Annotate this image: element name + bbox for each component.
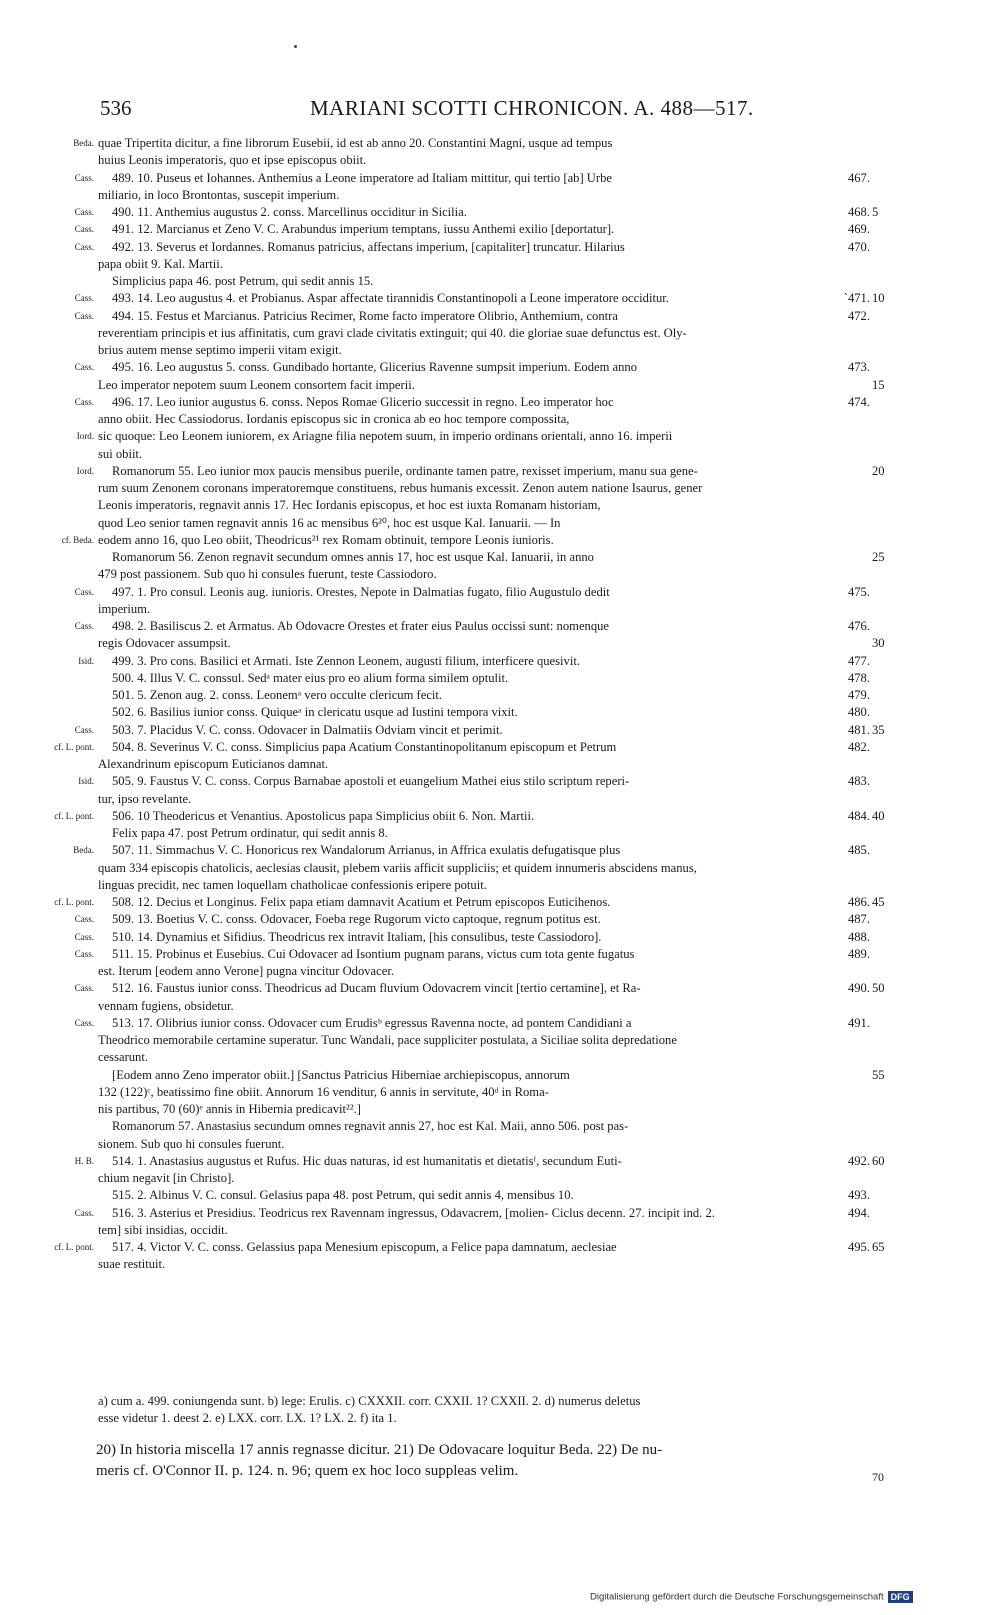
source-siglum: Cass. (74, 914, 94, 925)
text-line (0, 1084, 1000, 1101)
line-text: quam 334 episcopis chatolicis, aeclesias clausit, plebem variis afficit suppliciis; et quidem innumeris abscidens manus, (98, 860, 697, 875)
source-siglum: Cass. (74, 983, 94, 994)
line-text: Leonis imperatoris, regnavit annis 17. Hec Iordanis episcopus, et hoc est iuxta Romanam historiam, (98, 498, 601, 513)
line-number: 40 (872, 808, 885, 823)
text-line (0, 411, 1000, 428)
text-line (0, 187, 1000, 204)
line-text: sic quoque: Leo Leonem iuniorem, ex Ariagne filia nepotem suum, in imperio ordinans orientali, anno 16. imperii (98, 429, 673, 444)
text-line (0, 342, 1000, 359)
line-text: brius autem mense septimo imperii vitam exigit. (98, 343, 342, 357)
source-siglum: cf. Beda. (61, 534, 94, 545)
year-marker: 486. (847, 895, 870, 909)
year-marker: 472. (847, 308, 870, 323)
source-siglum: Cass. (74, 621, 94, 631)
text-line (0, 825, 1000, 842)
text-line (0, 911, 1000, 928)
year-marker: 473. (847, 360, 870, 375)
text-line (0, 584, 1000, 601)
line-text: 512. 16. Faustus iunior conss. Theodricus ad Ducam fluvium Odovacrem vincit [tertio certamine], et Ra- (112, 981, 641, 996)
line-number: 55 (872, 1067, 885, 1082)
text-line (0, 998, 1000, 1015)
source-siglum: Iord. (76, 465, 94, 476)
line-number: 35 (872, 722, 885, 737)
line-text: 498. 2. Basiliscus 2. et Armatus. Ab Odovacre Orestes et frater eius Paulus occissi sunt: nomenque (112, 619, 610, 633)
page-header (0, 96, 1000, 126)
year-marker: 476. (847, 619, 870, 633)
line-number: 50 (872, 981, 885, 996)
footnotes (0, 1440, 1000, 1482)
line-text: 505. 9. Faustus V. C. conss. Corpus Barnabae apostoli et euangelium Mathei eius stilo scriptum reperi- (112, 774, 630, 789)
line-text: 502. 6. Basilius iunior conss. Quiqueᵃ in clericatu usque ad Iustini tempora vixit. (112, 705, 518, 720)
source-siglum: Cass. (74, 241, 94, 252)
year-marker: 493. (847, 1188, 870, 1203)
year-marker: 480. (847, 705, 870, 720)
source-siglum: Cass. (74, 1207, 94, 1218)
apparatus-text: a) cum a. 499. coniungenda sunt. b) lege: Erulis. c) CXXXII. corr. CXXII. 1? CXXII. 2. d) numerus deletus (98, 1394, 641, 1408)
source-siglum: Cass. (74, 396, 94, 407)
line-text: 504. 8. Severinus V. C. conss. Simplicius papa Acatium Constantinopolitanum episcopum et Petrum (112, 739, 617, 754)
text-line (0, 135, 1000, 152)
year-marker: 484. (847, 808, 870, 823)
apparatus-line (0, 1393, 1000, 1410)
text-line (0, 152, 1000, 169)
credit-text: Digitalisierung gefördert durch die Deutsche Forschungsgemeinschaft (590, 1591, 884, 1603)
text-line (0, 670, 1000, 687)
line-text: tem] sibi insidias, occidit. (98, 1222, 228, 1237)
source-siglum: Cass. (74, 207, 94, 217)
text-line (0, 722, 1000, 739)
year-marker: 469. (847, 222, 870, 237)
text-line (0, 929, 1000, 946)
text-line (0, 256, 1000, 273)
line-text: 479 post passionem. Sub quo hi consules fuerunt, teste Cassiodoro. (98, 567, 437, 582)
year-marker: 475. (847, 584, 870, 599)
text-line (0, 377, 1000, 394)
text-line (0, 325, 1000, 342)
line-text: 499. 3. Pro cons. Basilici et Armati. Iste Zennon Leonem, augusti filium, interficere quesivit. (112, 653, 580, 668)
line-number: 45 (872, 895, 885, 909)
year-marker: 482. (847, 739, 870, 754)
text-line (0, 463, 1000, 480)
digitization-credit (590, 1591, 994, 1605)
page-number: 536 (100, 96, 132, 120)
text-line (0, 687, 1000, 704)
year-marker: 468. (847, 205, 870, 219)
year-marker: 470. (847, 239, 870, 254)
line-number: 15 (872, 377, 885, 392)
line-text: 506. 10 Theodericus et Venantius. Apostolicus papa Simplicius obiit 6. Non. Martii. (112, 808, 535, 823)
line-text: suae restituit. (98, 1257, 166, 1272)
text-line (0, 394, 1000, 411)
line-text: reverentiam principis et ius affinitatis, cum gravi clade civitatis extinguit; qui 40. die gloriae suae defunctus est. Oly- (98, 325, 687, 340)
apparatus-criticus (0, 1393, 1000, 1428)
source-siglum: Beda. (73, 845, 94, 856)
year-marker: 488. (847, 929, 870, 944)
text-line (0, 515, 1000, 532)
line-text: Alexandrinum episcopum Euticianos damnat. (98, 757, 329, 771)
text-line (0, 221, 1000, 238)
text-line (0, 860, 1000, 877)
text-line (0, 446, 1000, 463)
line-text: 513. 17. Olibrius iunior conss. Odovacer cum Erudisᵇ egressus Ravenna nocte, ad pontem Candidiani a (112, 1015, 632, 1030)
line-text: 495. 16. Leo augustus 5. conss. Gundibado hortante, Glicerius Ravenne sumpsit imperium. Eodem anno (112, 360, 638, 375)
text-line (0, 359, 1000, 376)
dfg-logo: DFG (888, 1591, 913, 1603)
line-text: 494. 15. Festus et Marcianus. Patricius Recimer, Rome facto imperatore Olibrio, Anthemium, contra (112, 308, 618, 323)
text-line (0, 704, 1000, 721)
line-text: 489. 10. Puseus et Iohannes. Anthemius a Leone imperatore ad Italiam mittitur, qui tertio [ab] Urbe (112, 170, 612, 185)
line-text: Romanorum 55. Leo iunior mox paucis mensibus puerile, ordinante tamen patre, rexisset imperium, manu sua gene- (112, 463, 698, 478)
year-marker: 489. (847, 946, 870, 961)
line-text: Theodrico memorabile certamine superatur. Tunc Wandali, pace suppliciter postulata, a Siciliae solita depredatione (98, 1033, 677, 1047)
text-line (0, 946, 1000, 963)
text-line (0, 1118, 1000, 1135)
text-line (0, 1222, 1000, 1239)
line-text: miliario, in loco Brontontas, suscepit imperium. (98, 187, 340, 202)
footnote-text: 20) In historia miscella 17 annis regnasse dicitur. 21) De Odovacare loquitur Beda. 22) De nu- (96, 1442, 663, 1458)
line-text: quae Tripertita dicitur, a fine librorum Eusebii, id est ab anno 20. Constantini Magni, usque ad tempus (98, 136, 613, 150)
text-line (0, 239, 1000, 256)
line-text: tur, ipso revelante. (98, 791, 192, 806)
source-siglum: cf. L. pont. (54, 1242, 94, 1252)
source-siglum: Cass. (74, 293, 94, 304)
line-number: 20 (872, 463, 885, 478)
line-text: 517. 4. Victor V. C. conss. Gelassius papa Menesium episcopum, a Felice papa damnatum, aeclesiae (112, 1240, 617, 1254)
line-text: 509. 13. Boetius V. C. conss. Odovacer, Foeba rege Rugorum victo captoque, regnum potitus est. (112, 912, 601, 927)
source-siglum: cf. L. pont. (54, 810, 94, 821)
text-line (0, 1032, 1000, 1049)
scan-mark (294, 45, 297, 48)
apparatus-line (0, 1410, 1000, 1427)
text-line (0, 1205, 1000, 1222)
text-line (0, 963, 1000, 980)
year-marker: 495. (847, 1240, 870, 1254)
line-text: 132 (122)ᶜ, beatissimo fine obiit. Annorum 16 venditur, 6 annis in servitute, 40ᵈ in Roma- (98, 1084, 549, 1099)
source-siglum: H. B. (74, 1155, 94, 1166)
year-marker: 483. (847, 774, 870, 789)
line-text: 514. 1. Anastasius augustus et Rufus. Hic duas naturas, id est humanitatis et dietatisᶠ, secundum Euti- (112, 1153, 622, 1168)
line-text: imperium. (98, 601, 151, 616)
source-siglum: Cass. (74, 310, 94, 321)
line-text: papa obiit 9. Kal. Martii. (98, 256, 223, 271)
source-siglum: Beda. (73, 138, 94, 148)
line-number: 60 (872, 1153, 885, 1168)
year-marker: 481. (847, 722, 870, 737)
line-text: cessarunt. (98, 1050, 149, 1065)
text-line (0, 653, 1000, 670)
text-line (0, 618, 1000, 635)
line-text: linguas precidit, nec tamen loquellam chatholicae confessionis eripere potuit. (98, 877, 487, 892)
text-line (0, 1170, 1000, 1187)
text-line (0, 808, 1000, 825)
line-text: 501. 5. Zenon aug. 2. conss. Leonemᵃ vero occulte clericum fecit. (112, 688, 443, 702)
line-text: anno obiit. Hec Cassiodorus. Iordanis episcopus sic in cronica ab eo hoc tempore compossita, (98, 412, 570, 426)
year-marker: `471. (843, 291, 870, 306)
year-marker: 491. (847, 1015, 870, 1030)
source-siglum: Isid. (78, 655, 94, 666)
source-siglum: Cass. (74, 224, 94, 235)
line-number: 25 (872, 550, 885, 564)
line-text: sui obiit. (98, 446, 143, 461)
text-line (0, 842, 1000, 859)
year-marker: 487. (847, 912, 870, 927)
text-line (0, 1049, 1000, 1066)
line-text: 492. 13. Severus et Iordannes. Romanus patricius, affectans imperium, [capitaliter] truncatur. Hilarius (112, 239, 625, 254)
line-text: 503. 7. Placidus V. C. conss. Odovacer in Dalmatiis Odviam vincit et perimit. (112, 722, 503, 737)
line-text: sionem. Sub quo hi consules fuerunt. (98, 1136, 285, 1151)
line-text: 493. 14. Leo augustus 4. et Probianus. Aspar affectate tirannidis Constantinopoli a Leone imperatore occiditur. (112, 291, 669, 306)
source-siglum: Cass. (74, 931, 94, 942)
text-line (0, 1015, 1000, 1032)
line-text: Felix papa 47. post Petrum ordinatur, qui sedit annis 8. (112, 826, 388, 840)
line-text: 510. 14. Dynamius et Sifidius. Theodricus rex intravit Italiam, [his consulibus, teste Cassiodoro]. (112, 929, 602, 944)
line-text: 500. 4. Illus V. C. conssul. Sedᵃ mater eius pro eo alium forma similem optulit. (112, 670, 509, 685)
text-line (0, 1187, 1000, 1204)
year-marker: 467. (847, 170, 870, 185)
text-line (0, 549, 1000, 566)
text-line (0, 739, 1000, 756)
line-text: regis Odovacer assumpsit. (98, 636, 231, 651)
line-number: 30 (872, 636, 885, 651)
text-line (0, 791, 1000, 808)
source-siglum: Cass. (74, 172, 94, 183)
apparatus-text: esse videtur 1. deest 2. e) LXX. corr. LX. 1? LX. 2. f) ita 1. (98, 1411, 397, 1426)
text-line (0, 1136, 1000, 1153)
line-number: 65 (872, 1240, 885, 1254)
text-line (0, 204, 1000, 221)
year-marker: 494. (847, 1205, 870, 1220)
line-text: Simplicius papa 46. post Petrum, qui sedit annis 15. (112, 274, 374, 288)
text-line (0, 566, 1000, 583)
line-text: quod Leo senior tamen regnavit annis 16 ac mensibus 6²⁰, hoc est usque Kal. Ianuarii. — In (98, 515, 561, 530)
text-line (0, 480, 1000, 497)
year-marker: 479. (847, 688, 870, 702)
line-text: huius Leonis imperatoris, quo et ipse episcopus obiit. (98, 153, 367, 168)
line-text: 511. 15. Probinus et Eusebius. Cui Odovacer ad Isontium pugnam parans, victus cum tota gente fugatus (112, 946, 635, 961)
source-siglum: Cass. (74, 586, 94, 597)
footnote-line (0, 1461, 1000, 1482)
line-text: vennam fugiens, obsidetur. (98, 998, 234, 1013)
source-siglum: Cass. (74, 948, 94, 959)
line-text: Leo imperator nepotem suum Leonem consortem facit imperii. (98, 377, 415, 392)
text-line (0, 877, 1000, 894)
source-siglum: Isid. (78, 776, 94, 787)
line-number: 5 (872, 205, 879, 219)
line-text: est. Iterum [eodem anno Verone] pugna vincitur Odovacer. (98, 964, 394, 978)
text-line (0, 601, 1000, 618)
year-marker: 477. (847, 653, 870, 668)
text-line (0, 290, 1000, 307)
year-marker: 490. (847, 981, 870, 996)
text-line (0, 1239, 1000, 1256)
text-line (0, 1256, 1000, 1273)
text-line (0, 170, 1000, 187)
line-text: 507. 11. Simmachus V. C. Honoricus rex Wandalorum Arrianus, in Affrica exulatis defugatisque plus (112, 843, 621, 858)
line-text: 508. 12. Decius et Longinus. Felix papa etiam damnavit Acatium et Petrum episcopos Euticihenos. (112, 895, 611, 909)
line-text: eodem anno 16, quo Leo obiit, Theodricus²¹ rex Romam obtinuit, tempore Leonis iunioris. (98, 532, 554, 547)
line-text: 490. 11. Anthemius augustus 2. conss. Marcellinus occiditur in Sicilia. (112, 205, 467, 219)
line-text: 496. 17. Leo iunior augustus 6. conss. Nepos Romae Glicerio successit in regno. Leo imperator hoc (112, 394, 614, 409)
footnote-line (0, 1440, 1000, 1461)
text-line (0, 497, 1000, 514)
year-marker: 492. (847, 1153, 870, 1168)
year-marker: 485. (847, 843, 870, 858)
line-number: 70 (872, 1470, 884, 1484)
source-siglum: Cass. (74, 724, 94, 735)
line-text: [Eodem anno Zeno imperator obiit.] [Sanctus Patricius Hiberniae archiepiscopus, annorum (112, 1067, 570, 1082)
source-siglum: Cass. (74, 362, 94, 373)
text-line (0, 1101, 1000, 1118)
footnote-text: meris cf. O'Connor II. p. 124. n. 96; quem ex hoc loco suppleas velim. (96, 1463, 519, 1479)
year-marker: 474. (847, 394, 870, 409)
text-line (0, 428, 1000, 445)
line-text: chium negavit [in Christo]. (98, 1171, 235, 1185)
text-line (0, 1153, 1000, 1170)
source-siglum: Cass. (74, 1017, 94, 1028)
line-text: rum suum Zenonem coronans imperatoremque constituens, rebus humanis excessit. Zenon autem natione Isaurus, gener (98, 481, 703, 495)
line-text: 497. 1. Pro consul. Leonis aug. iunioris. Orestes, Nepote in Dalmatias fugato, filio Augustulo dedit (112, 584, 610, 599)
line-text: Romanorum 57. Anastasius secundum omnes regnavit annis 27, hoc est Kal. Maii, anno 506. post pas- (112, 1119, 629, 1134)
text-line (0, 894, 1000, 911)
line-text: 515. 2. Albinus V. C. consul. Gelasius papa 48. post Petrum, qui sedit annis 4, mensibus 10. (112, 1188, 574, 1203)
text-line (0, 273, 1000, 290)
text-line (0, 1067, 1000, 1084)
line-text: 491. 12. Marcianus et Zeno V. C. Arabundus imperium temptans, iussu Anthemi exilio [deportatur]. (112, 222, 615, 237)
source-siglum: cf. L. pont. (54, 741, 94, 752)
text-line (0, 773, 1000, 790)
line-text: 516. 3. Asterius et Presidius. Teodricus rex Ravennam ingressus, Odavacrem, [molien- Ciclus decenn. 27. incipit ind. 2. (112, 1205, 715, 1220)
line-text: nis partibus, 70 (60)ᵉ annis in Hibernia predicavit²².] (98, 1102, 361, 1116)
text-line (0, 532, 1000, 549)
line-number: 10 (872, 291, 885, 306)
text-line (0, 308, 1000, 325)
text-line (0, 756, 1000, 773)
text-line (0, 980, 1000, 997)
year-marker: 478. (847, 670, 870, 685)
text-line (0, 635, 1000, 652)
chronicle-text (0, 135, 1000, 1274)
page-title: MARIANI SCOTTI CHRONICON. A. 488—517. (310, 96, 754, 120)
source-siglum: cf. L. pont. (54, 897, 94, 907)
line-text: Romanorum 56. Zenon regnavit secundum omnes annis 17, hoc est usque Kal. Ianuarii, in anno (112, 550, 594, 564)
source-siglum: Iord. (76, 431, 94, 442)
